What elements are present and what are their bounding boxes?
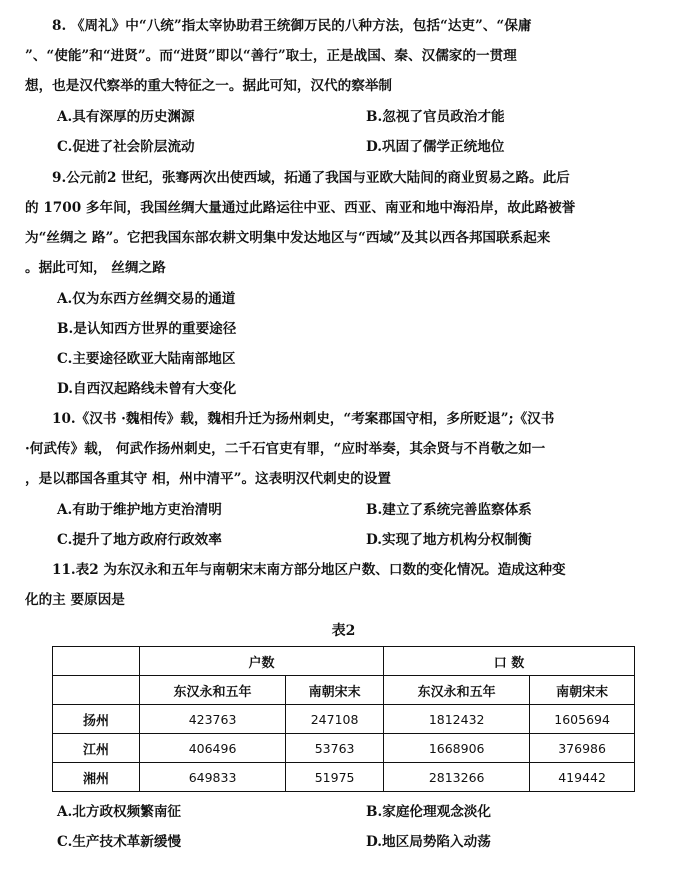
q10-option-c: C.提升了地方政府行政效率 [57, 532, 222, 548]
q11-stem-line-1: 11.表2 为东汉永和五年与南朝宋末南方部分地区户数、口数的变化情况。造成这种变 [52, 562, 566, 578]
q8-stem-line-2: ”、“使能”和“进贤”。而“进贤”即以“善行”取士，正是战国、秦、汉儒家的一贯理 [25, 48, 517, 64]
q8-option-d: D.巩固了儒学正统地位 [366, 139, 505, 155]
q9-stem-line-1: 9.公元前2 世纪，张骞两次出使西域，拓通了我国与亚欧大陆间的商业贸易之路。此后 [52, 170, 570, 186]
q9-stem-line-2: 的 1700 多年间，我国丝绸大量通过此路运往中亚、西亚、南亚和地中海沿岸，故此路被誉 [25, 200, 576, 216]
row-label: 扬州 [53, 705, 140, 734]
q9-option-d: D.自西汉起路线未曾有大变化 [57, 381, 237, 397]
table-row [53, 763, 635, 792]
table-cell: 1812432 [384, 705, 530, 734]
population-header: 口 数 [384, 647, 635, 676]
subheader-cell: 东汉永和五年 [140, 676, 286, 705]
q8-option-b: B.忽视了官员政治才能 [366, 109, 505, 125]
table-cell: 649833 [140, 763, 286, 792]
table-cell: 406496 [140, 734, 286, 763]
q9-option-a: A.仅为东西方丝绸交易的通道 [57, 291, 236, 307]
q10-stem-line-2: ·何武传》载， 何武作扬州刺史，二千石官吏有罪，“应时举奏，其余贤与不肖敬之如一 [25, 441, 546, 457]
row-label: 湘州 [53, 763, 140, 792]
table-cell: 376986 [530, 734, 635, 763]
table-cell: 419442 [530, 763, 635, 792]
q9-stem-line-4: 。据此可知， 丝绸之路 [25, 260, 166, 276]
table-title: 表2 [331, 623, 356, 639]
q10-option-d: D.实现了地方机构分权制衡 [366, 532, 532, 548]
subheader-cell: 南朝宋末 [286, 676, 384, 705]
table-corner-cell [53, 676, 140, 705]
table-cell: 1668906 [384, 734, 530, 763]
table-cell: 2813266 [384, 763, 530, 792]
row-label: 江州 [53, 734, 140, 763]
population-table [52, 646, 635, 792]
q10-option-b: B.建立了系统完善监察体系 [366, 502, 532, 518]
subheader-cell: 南朝宋末 [530, 676, 635, 705]
table-cell: 51975 [286, 763, 384, 792]
table-row [53, 705, 635, 734]
table-subheader-row [53, 676, 635, 705]
q8-option-a: A.具有深厚的历史渊源 [57, 109, 195, 125]
table-cell: 53763 [286, 734, 384, 763]
q11-option-c: C.生产技术革新缓慢 [57, 834, 182, 850]
table-cell: 1605694 [530, 705, 635, 734]
q9-option-b: B.是认知西方世界的重要途径 [57, 321, 237, 337]
q9-option-c: C.主要途径欧亚大陆南部地区 [57, 351, 236, 367]
q8-stem-line-3: 想，也是汉代察举的重大特征之一。据此可知，汉代的察举制 [25, 78, 393, 94]
q11-option-d: D.地区局势陷入动荡 [366, 834, 491, 850]
table-header-row [53, 647, 635, 676]
q10-stem-line-3: ，是以郡国各重其守 相，州中清平”。这表明汉代刺史的设置 [25, 471, 391, 487]
table-cell: 423763 [140, 705, 286, 734]
q11-option-a: A.北方政权频繁南征 [57, 804, 182, 820]
table-row [53, 734, 635, 763]
table-corner-cell [53, 647, 140, 676]
households-header: 户数 [140, 647, 384, 676]
q10-stem-line-1: 10.《汉书 ·魏相传》载，魏相升迁为扬州刺史，“考案郡国守相，多所贬退”;《汉书 [52, 411, 555, 427]
q8-stem-line-1: 8. 《周礼》中“八统”指太宰协助君王统御万民的八种方法，包括“达吏”、“保庸 [52, 18, 532, 34]
table-cell: 247108 [286, 705, 384, 734]
q11-option-b: B.家庭伦理观念淡化 [366, 804, 491, 820]
q9-stem-line-3: 为“丝绸之 路”。它把我国东部农耕文明集中发达地区与“西域”及其以西各邦国联系起来 [25, 230, 551, 246]
q11-stem-line-2: 化的主 要原因是 [25, 592, 125, 608]
q8-option-c: C.促进了社会阶层流动 [57, 139, 195, 155]
q10-option-a: A.有助于维护地方吏治清明 [57, 502, 222, 518]
subheader-cell: 东汉永和五年 [384, 676, 530, 705]
